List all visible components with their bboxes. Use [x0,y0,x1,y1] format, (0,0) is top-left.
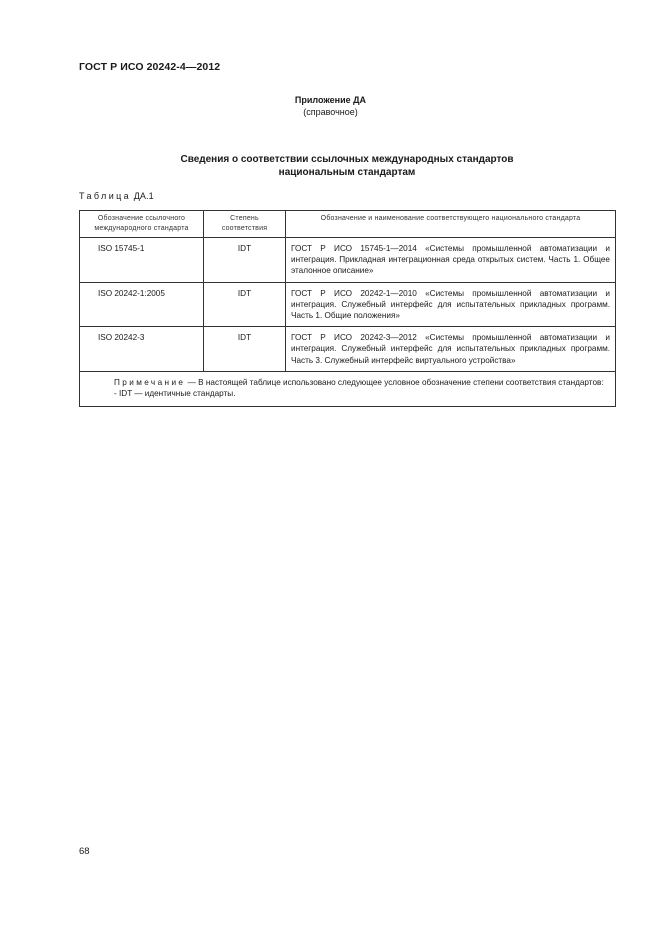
table-row [80,282,616,327]
table-note [80,371,616,406]
header-national-standard: Обозначение и наименование соответствующего национального стандарта [286,211,616,238]
table-caption-number: ДА.1 [133,191,154,201]
cell-degree: IDT [204,282,286,327]
table-row [80,327,616,372]
header-degree-of-correspondence: Степень соответствия [204,211,286,238]
note-paragraph [86,377,609,388]
cell-international: ISO 20242-1:2005 [80,282,204,327]
correspondence-table [79,210,616,407]
annex-title: Приложение ДА [294,95,367,105]
table-caption [79,191,154,201]
table-header-row [80,211,616,238]
document-code: ГОСТ Р ИСО 20242-4—2012 [79,61,221,73]
annex-heading [0,94,661,118]
cell-national: ГОСТ Р ИСО 20242-3—2012 «Системы промышленной автоматизации и интеграция. Служебный интерфейс для испытательных прикладных программ. Часть 3. Служебный интерфейс виртуального устройства» [286,327,616,372]
cell-national: ГОСТ Р ИСО 15745-1—2014 «Системы промышленной автоматизации и интеграция. Прикладная интеграционная среда открытых систем. Часть 1. Общее эталонное описание» [286,238,616,283]
annex-subtitle: (справочное) [303,107,358,117]
page-number: 68 [79,846,90,857]
note-list-item: - IDT — идентичные стандарты. [114,389,236,399]
section-title-line-1: Сведения о соответствии ссылочных международных стандартов [180,154,514,165]
table-row [80,238,616,283]
table-note-row [80,371,616,406]
cell-degree: IDT [204,238,286,283]
note-text: — В настоящей таблице использовано следующее условное обозначение степени соответствия стандартов: [187,377,604,387]
section-title [79,153,615,179]
cell-national: ГОСТ Р ИСО 20242-1—2010 «Системы промышленной автоматизации и интеграция. Служебный интерфейс для испытательных прикладных программ. Часть 1. Общие положения» [286,282,616,327]
section-title-line-2: национальным стандартам [278,167,416,178]
cell-international: ISO 15745-1 [80,238,204,283]
header-international-standard: Обозначение ссылочного международного стандарта [80,211,204,238]
cell-degree: IDT [204,327,286,372]
note-label: Примечание [114,377,186,387]
cell-international: ISO 20242-3 [80,327,204,372]
table-caption-word: Таблица [79,191,132,201]
